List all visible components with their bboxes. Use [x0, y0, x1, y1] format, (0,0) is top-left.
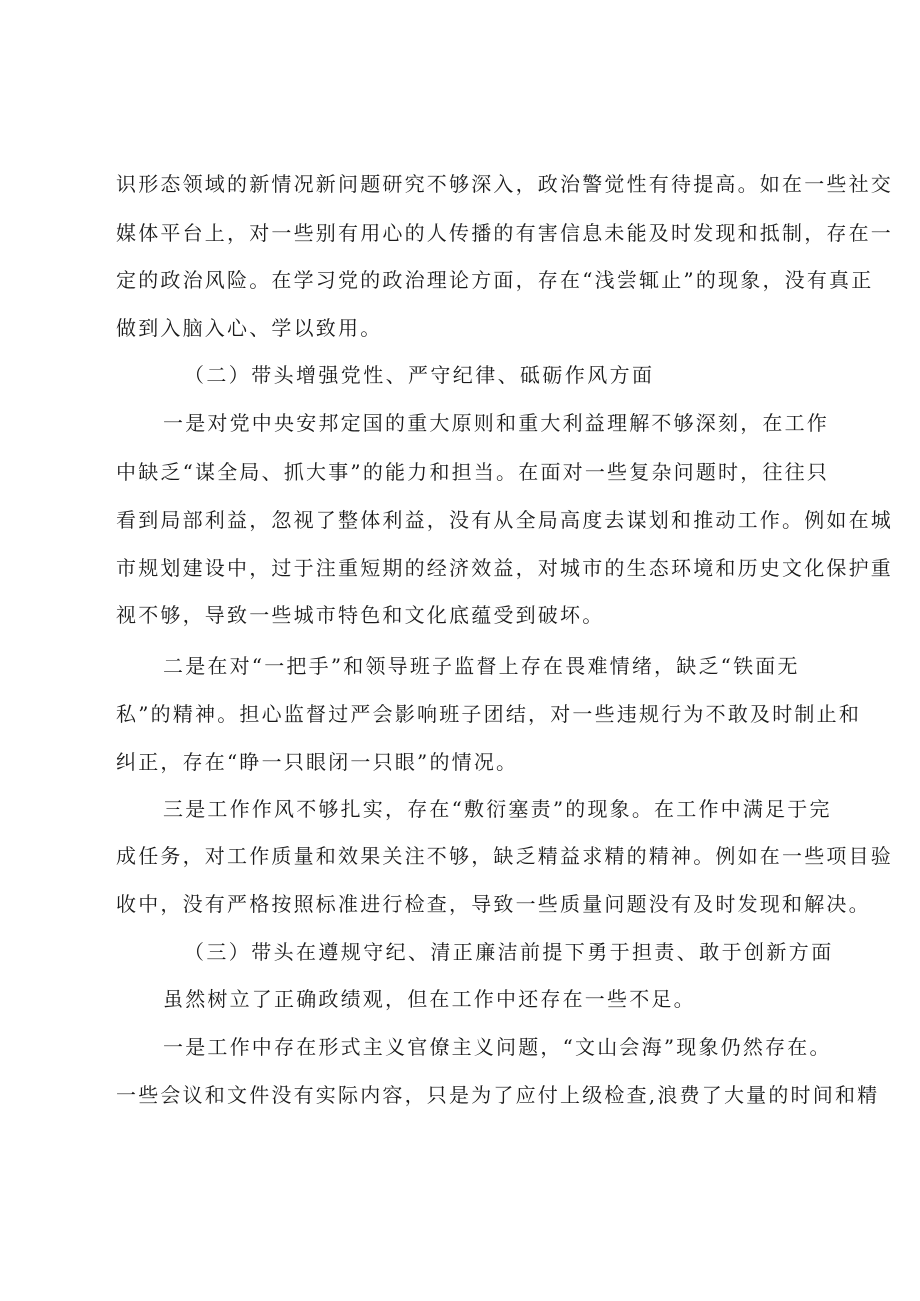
- body-text-line: 成任务，对工作质量和效果关注不够，缺乏精益求精的精神。例如在一些项目验: [116, 844, 893, 868]
- paragraph-first-line: 一是对党中央安邦定国的重大原则和重大利益理解不够深刻，在工作: [163, 411, 829, 435]
- body-text-line: 中缺乏“谋全局、抓大事”的能力和担当。在面对一些复杂问题时，往往只: [116, 460, 830, 484]
- body-text-line: 做到入脑入心、学以致用。: [116, 316, 383, 340]
- paragraph-first-line: 三是工作作风不够扎实，存在“敷衍塞责”的现象。在工作中满足于完: [163, 797, 832, 821]
- body-text-line: 媒体平台上，对一些别有用心的人传播的有害信息未能及时发现和抵制，存在一: [116, 221, 893, 245]
- section-heading-3: （三）带头在遵规守纪、清正廉洁前提下勇于担责、敢于创新方面: [184, 940, 834, 964]
- body-text-line: 收中，没有严格按照标准进行检查，导致一些质量问题没有及时发现和解决。: [116, 892, 871, 916]
- body-text-line: 定的政治风险。在学习党的政治理论方面，存在“浅尝辄止”的现象，没有真正: [116, 268, 874, 292]
- paragraph-first-line: 一是工作中存在形式主义官僚主义问题，“文山会海”现象仍然存在。: [163, 1035, 832, 1059]
- body-text-line: 私”的精神。担心监督过严会影响班子团结，对一些违规行为不敢及时制止和: [116, 702, 862, 726]
- body-text-line: 市规划建设中，过于注重短期的经济效益，对城市的生态环境和历史文化保护重: [116, 556, 893, 580]
- body-text-line: 纠正，存在“睁一只眼闭一只眼”的情况。: [116, 750, 519, 774]
- body-text-line: 视不够，导致一些城市特色和文化底蕴受到破坏。: [116, 603, 605, 627]
- paragraph-first-line: 虽然树立了正确政绩观，但在工作中还存在一些不足。: [163, 987, 696, 1011]
- section-heading-2: （二）带头增强党性、严守纪律、砥砺作风方面: [184, 363, 655, 387]
- body-text-line: 一些会议和文件没有实际内容，只是为了应付上级检查,浪费了大量的时间和精: [116, 1083, 880, 1107]
- body-text-line: 看到局部利益，忽视了整体利益，没有从全局高度去谋划和推动工作。例如在城: [116, 508, 893, 532]
- paragraph-first-line: 二是在对“一把手”和领导班子监督上存在畏难情绪，缺乏“铁面无: [163, 654, 800, 678]
- body-text-line: 识形态领域的新情况新问题研究不够深入，政治警觉性有待提高。如在一些社交: [116, 172, 893, 196]
